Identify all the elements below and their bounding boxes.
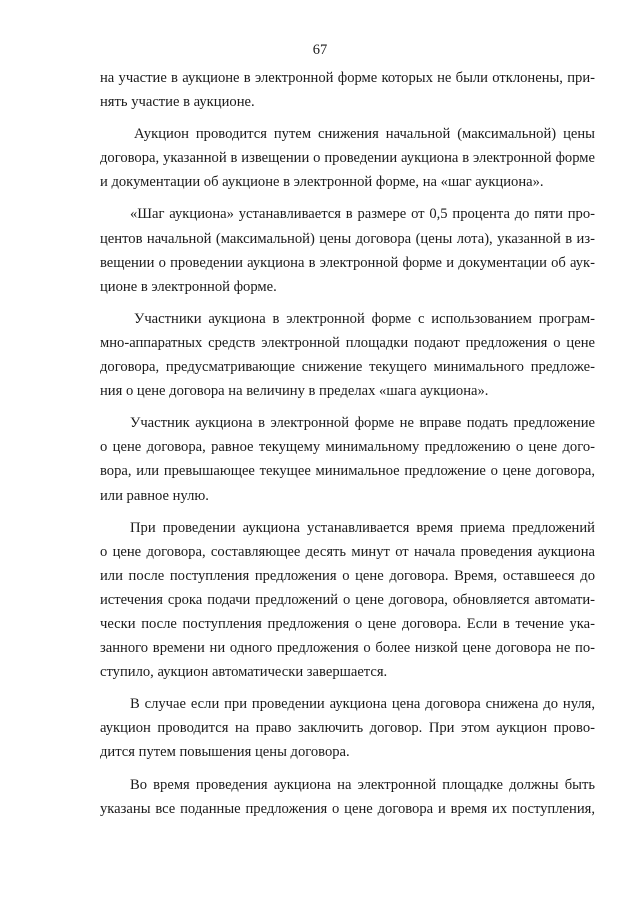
- paragraph-2: [100, 122, 595, 194]
- paragraph-3: [100, 202, 595, 298]
- paragraph-6: [100, 516, 595, 685]
- text-line: вещении о проведении аукциона в электронной форме и документации об аук-: [100, 254, 595, 271]
- text-line: аукцион проводится на право заключить договор. При этом аукцион прово-: [100, 720, 595, 737]
- text-line: Участник аукциона в электронной форме не вправе подать предложение: [130, 415, 595, 432]
- text-line: нять участие в аукционе.: [100, 94, 255, 111]
- text-line: договора, предусматривающие снижение текущего минимального предложе-: [100, 359, 595, 376]
- page-number: 67: [312, 42, 328, 58]
- paragraph-4: [100, 307, 595, 403]
- body-text: [100, 66, 595, 821]
- text-line: о цене договора, равное текущему минимальному предложению о цене дого-: [100, 439, 595, 456]
- text-line: вора, или превышающее текущее минимальное предложение о цене договора,: [100, 463, 595, 480]
- text-line: мно-аппаратных средств электронной площадки подают предложения о цене: [100, 334, 595, 351]
- text-line: ступило, аукцион автоматически завершается.: [100, 664, 388, 681]
- text-line: Участники аукциона в электронной форме с использованием програм-: [134, 310, 595, 327]
- text-line: о цене договора, составляющее десять минут от начала проведения аукциона: [100, 543, 595, 560]
- text-line: При проведении аукциона устанавливается время приема предложений: [130, 519, 595, 536]
- paragraph-7: [100, 692, 595, 764]
- text-line: договора, указанной в извещении о проведении аукциона в электронной форме: [100, 150, 595, 167]
- text-line: указаны все поданные предложения о цене договора и время их поступления,: [100, 800, 595, 817]
- text-line: дится путем повышения цены договора.: [100, 744, 350, 761]
- text-line: занного времени ни одного предложения о более низкой цене договора не по-: [100, 640, 595, 657]
- paragraph-5: [100, 411, 595, 507]
- paragraph-1: [100, 66, 595, 114]
- text-line: ния о цене договора на величину в пределах «шага аукциона».: [100, 383, 489, 400]
- text-line: истечения срока подачи предложений о цене договора, обновляется автомати-: [100, 591, 595, 608]
- text-line: ционе в электронной форме.: [100, 278, 277, 295]
- text-line: центов начальной (максимальной) цены договора (цены лота), указанной в из-: [100, 230, 595, 247]
- text-line: «Шаг аукциона» устанавливается в размере от 0,5 процента до пяти про-: [130, 206, 595, 223]
- text-line: чески после поступления предложения о цене договора. Если в течение ука-: [100, 615, 595, 632]
- text-line: Во время проведения аукциона на электронной площадке должны быть: [130, 776, 595, 793]
- text-line: В случае если при проведении аукциона цена договора снижена до нуля,: [130, 696, 595, 713]
- text-line: Аукцион проводится путем снижения начальной (максимальной) цены: [134, 126, 595, 143]
- text-line: и документации об аукционе в электронной форме, на «шаг аукциона».: [100, 174, 544, 191]
- text-line: на участие в аукционе в электронной форме которых не были отклонены, при-: [100, 70, 595, 86]
- text-line: или после поступления предложения о цене договора. Время, оставшееся до: [100, 567, 595, 584]
- paragraph-8: [100, 773, 595, 821]
- text-line: или равное нулю.: [100, 487, 209, 504]
